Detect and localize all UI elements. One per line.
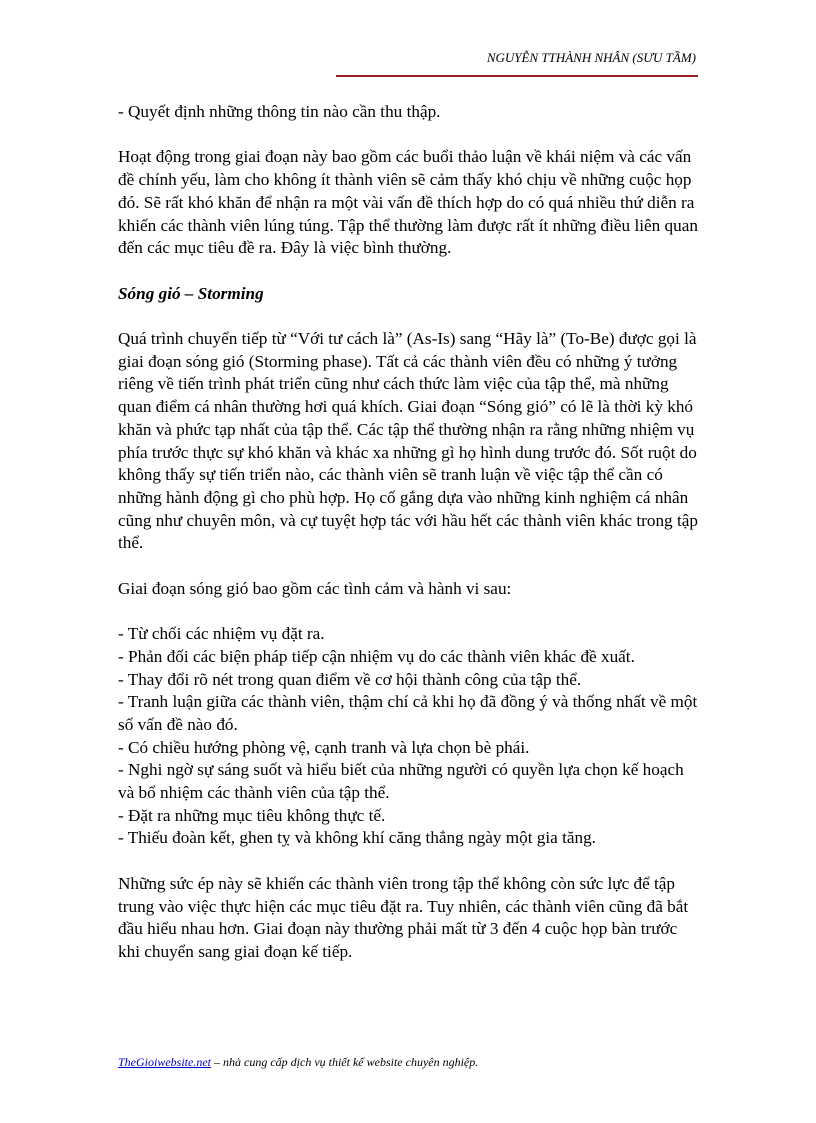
- section-heading: Sóng gió – Storming: [118, 283, 264, 303]
- list-item: - Có chiều hướng phòng vệ, cạnh tranh và lựa chọn bè phái.: [118, 737, 530, 757]
- footer-tagline: – nhà cung cấp dịch vụ thiết kế website chuyên nghiệp.: [211, 1055, 479, 1069]
- page-footer: [118, 1055, 478, 1070]
- list-item: - Thay đổi rõ nét trong quan điểm về cơ hội thành công của tập thể.: [118, 669, 582, 689]
- list-item: - Tranh luận giữa các thành viên, thậm chí cả khi họ đã đồng ý và thống nhất về một số vấn đề nào đó.: [118, 692, 698, 734]
- document-body: [118, 101, 698, 964]
- list-item: - Đặt ra những mục tiêu không thực tế.: [118, 805, 386, 825]
- intro-line: - Quyết định những thông tin nào cần thu thập.: [118, 102, 441, 121]
- header-rule: [336, 75, 698, 77]
- paragraph-2: Quá trình chuyển tiếp từ “Với tư cách là” (As-Is) sang “Hãy là” (To-Be) được gọi là giai đoạn sóng gió (Storming phase). Tất cả các thành viên đều có những ý tưởng riêng về tiến trình phát triển cũng như cách thức làm việc của tập thể, mà những quan điểm cá nhân thường hơi quá khích. Giai đoạn “Sóng gió” có lẽ là thời kỳ khó khăn và phức tạp nhất của tập thể. Các tập thể thường nhận ra rằng những nhiệm vụ phía trước thực sự khó khăn và khác xa những gì họ hình dung trước đó. Sốt ruột do không thấy sự tiến triển nào, các thành viên sẽ tranh luận về việc tập thể cần có những hành động gì cho phù hợp. Họ cố gắng dựa vào những kinh nghiệm cá nhân cũng như chuyên môn, và cự tuyệt hợp tác với hầu hết các thành viên khác trong tập thể.: [118, 328, 698, 553]
- paragraph-4: Những sức ép này sẽ khiến các thành viên trong tập thể không còn sức lực để tập trung vào việc thực hiện các mục tiêu đặt ra. Tuy nhiên, các thành viên cũng đã bắt đầu hiểu nhau hơn. Giai đoạn này thường phải mất từ 3 đến 4 cuộc họp bàn trước khi chuyển sang giai đoạn kế tiếp.: [118, 873, 689, 961]
- list-item: - Thiếu đoàn kết, ghen tỵ và không khí căng thẳng ngày một gia tăng.: [118, 828, 596, 848]
- footer-link[interactable]: TheGioiwebsite.net: [118, 1055, 211, 1069]
- paragraph-3: Giai đoạn sóng gió bao gồm các tình cảm và hành vi sau:: [118, 578, 512, 598]
- paragraph-1: Hoạt động trong giai đoạn này bao gồm các buổi thảo luận về khái niệm và các vấn đề chính yếu, làm cho không ít thành viên sẽ cảm thấy khó chịu về những cuộc họp đó. Sẽ rất khó khăn để nhận ra một vài vấn đề thích hợp do có quá nhiều thứ diễn ra khiến các thành viên lúng túng. Tập thể thường làm được rất ít những điều liên quan đến các mục tiêu đề ra. Đây là việc bình thường.: [118, 147, 698, 258]
- header-author: NGUYỄN TTHÀNH NHÂN (SƯU TẦM): [486, 50, 696, 65]
- list-item: - Nghi ngờ sự sáng suốt và hiểu biết của những người có quyền lựa chọn kế hoạch và bổ nhiệm các thành viên của tập thể.: [118, 760, 684, 803]
- list-item: - Phản đối các biện pháp tiếp cận nhiệm vụ do các thành viên khác đề xuất.: [118, 646, 635, 666]
- behavior-list: [118, 623, 698, 850]
- list-item: - Từ chối các nhiệm vụ đặt ra.: [118, 624, 325, 644]
